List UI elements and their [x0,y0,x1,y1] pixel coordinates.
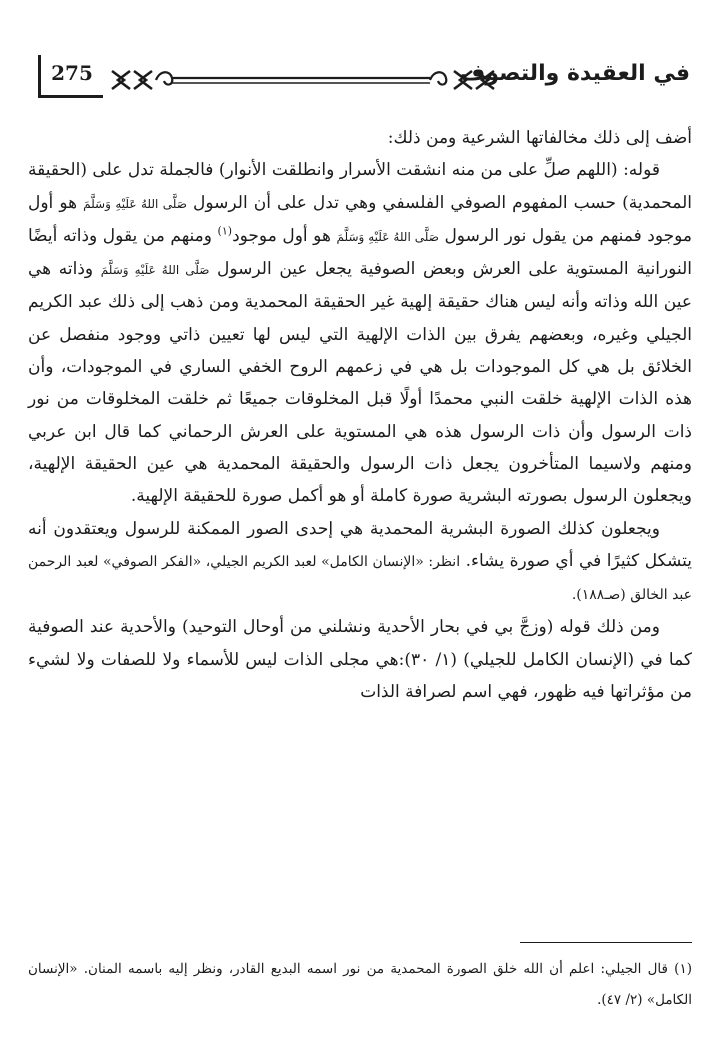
paragraph-human-form [28,513,692,612]
text-segment: ومنهم من يقول وذاته أيضًا النورانية المستوية على العرش وبعض الصوفية يجعل عين الرسول [28,225,692,280]
footnote [28,954,692,1016]
honorific-salawat: صَلَّى اللهُ عَلَيْهِ وَسَلَّمَ [83,196,187,211]
text-segment: وذاته هي عين الله وذاته وأنه ليس هناك حقيقة إلهية غير الحقيقة المحمدية ومن ذهب إلى ذلك عبد الكريم الجيلي وغيره، وبعضهم يفرق بين الذات الإلهية التي ليس لها تعيين ذاتي ووجود منفصل عن الخلائق بل هي كل الموجودات بل هي في زعمهم الروح الخفي الساري في الموجودات، وأن هذه الذات الإلهية خلقت النبي محمدًا أولًا قبل المخلوقات جميعًا ثم خلقت المخلوقات من نور ذات الرسول وأن ذات الرسول هذه هي المستوية على العرش الرحماني كما قال ابن عربي ومنهم ولاسيما المتأخرون يجعل ذات الرسول والحقيقة المحمدية هي عين الحقيقة الإلهية، ويجعلون الرسول بصورته البشرية صورة كاملة أو هو أكمل صورة للحقيقة الإلهية. [28,259,692,507]
footnote-separator [520,942,692,943]
footnote-text: (١) قال الجيلي: اعلم أن الله خلق الصورة المحمدية من نور اسمه البديع القادر، ونظر إليه باسمه المنان. «الإنسان الكامل» (٢/ ٤٧). [28,961,692,1008]
reference-citation: انظر: «الإنسان الكامل» لعبد الكريم الجيلي، «الفكر الصوفي» لعبد الرحمن عبد الخالق (صـ١٨٨). [28,553,692,604]
page-number: 275 [51,61,93,85]
paragraph-ahadiyya: ومن ذلك قوله (وزجَّ بي في بحار الأحدية ونشلني من أوحال التوحيد) والأحدية عند الصوفية كما في (الإنسان الكامل للجيلي) (١/ ٣٠):هي مجلى الذات ليس للأسماء ولا للصفات ولا لشيء من مؤثراتها فيه ظهور، فهي اسم لصرافة الذات [28,617,693,703]
honorific-salawat: صَلَّى اللهُ عَلَيْهِ وَسَلَّمَ [100,263,210,278]
footnote-reference: (١) [217,224,233,238]
main-text [28,122,692,708]
running-title: في العقيدة والتصوف [459,61,690,86]
page-number-box [38,55,103,98]
text-segment: هو أول موجود [232,225,331,246]
paragraph-intro: أضف إلى ذلك مخالفاتها الشرعية ومن ذلك: [387,128,692,148]
text-segment: هو أول موجود فمنهم من يقول نور الرسول [28,192,693,246]
page-header [38,55,690,105]
text-segment: قوله: (اللهم صلِّ على من منه انشقت الأسرار وانطلقت الأنوار) فالجملة تدل على (الحقيقة المحمدية) حسب المفهوم الصوفي الفلسفي وهي تدل على أن الرسول [28,160,693,213]
header-ornament [108,67,504,93]
text-segment: ويجعلون كذلك الصورة البشرية المحمدية هي إحدى الصور الممكنة للرسول ويعتقدون أنه يتشكل كثيرًا في أي صورة يشاء. [28,518,692,571]
paragraph-muhammadan-reality [28,154,692,512]
honorific-salawat: صَلَّى اللهُ عَلَيْهِ وَسَلَّمَ [336,229,439,244]
